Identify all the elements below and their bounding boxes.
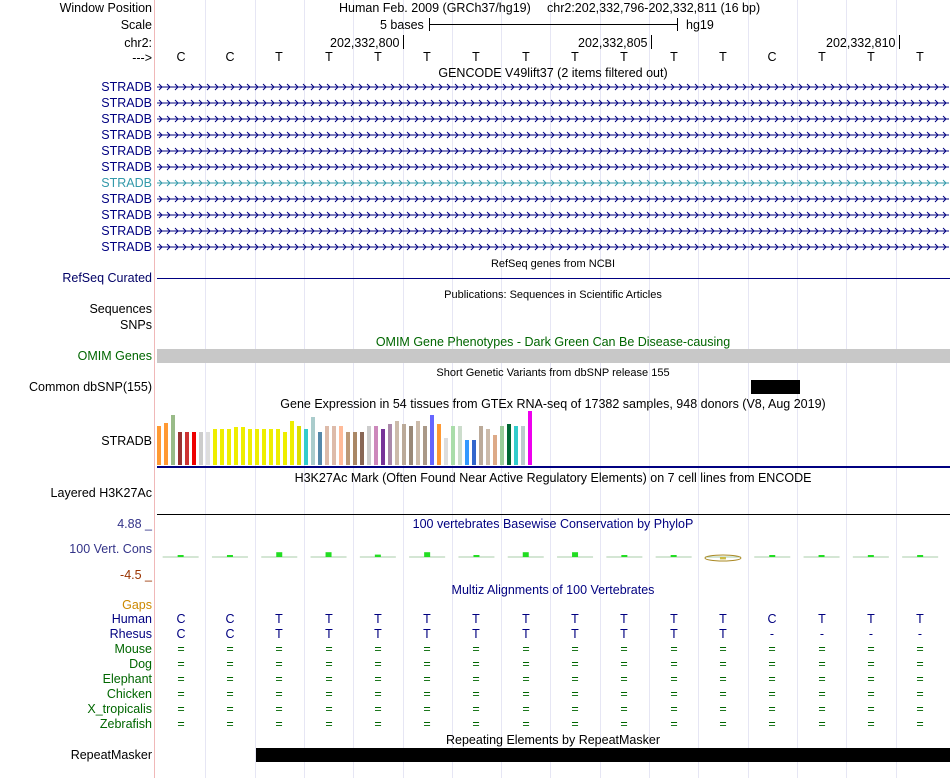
multiz-base: =: [768, 642, 776, 656]
multiz-base: =: [719, 717, 727, 731]
ruler-tick-label: 202,332,805: [578, 36, 648, 50]
multiz-base: =: [620, 657, 628, 671]
publications-sequences-label[interactable]: Sequences: [89, 302, 152, 316]
omim-gene-bar[interactable]: [157, 349, 950, 363]
multiz-species-label[interactable]: Rhesus: [109, 627, 152, 641]
gtex-tissue-bar[interactable]: [297, 426, 301, 465]
multiz-base: T: [620, 627, 628, 641]
multiz-base: =: [522, 642, 530, 656]
multiz-base: T: [325, 612, 333, 626]
multiz-base: T: [670, 627, 678, 641]
multiz-base: =: [916, 702, 924, 716]
gencode-transcript-line[interactable]: [156, 226, 950, 236]
refseq-track-title: RefSeq genes from NCBI: [490, 258, 616, 270]
base-letter: T: [571, 50, 579, 64]
multiz-base: =: [522, 672, 530, 686]
multiz-base: =: [226, 642, 234, 656]
scale-bar-right-cap: [677, 18, 678, 31]
gtex-tissue-bar[interactable]: [185, 432, 189, 465]
base-letter: C: [176, 50, 186, 64]
multiz-base: =: [374, 702, 382, 716]
multiz-base: -: [917, 627, 923, 641]
multiz-base: =: [571, 657, 579, 671]
multiz-base: =: [472, 717, 480, 731]
gencode-transcript-line[interactable]: [156, 114, 950, 124]
base-letter: T: [818, 50, 826, 64]
multiz-base: T: [325, 627, 333, 641]
gtex-baseline: [157, 466, 950, 468]
gtex-tissue-bar[interactable]: [395, 421, 399, 465]
gencode-transcript-label[interactable]: STRADB: [101, 144, 152, 158]
multiz-base: =: [768, 657, 776, 671]
multiz-base: =: [620, 702, 628, 716]
phylop-score-bar[interactable]: [769, 555, 775, 557]
base-letter: T: [867, 50, 875, 64]
gencode-transcript-label[interactable]: STRADB: [101, 240, 152, 254]
base-letter: T: [472, 50, 480, 64]
multiz-base: =: [177, 687, 185, 701]
gtex-tissue-bar[interactable]: [381, 429, 385, 465]
multiz-species-label[interactable]: Zebrafish: [99, 717, 152, 731]
multiz-base: =: [374, 687, 382, 701]
multiz-base: =: [916, 717, 924, 731]
scale-bar-label: 5 bases: [380, 18, 424, 32]
gtex-tissue-bar[interactable]: [164, 423, 168, 465]
gencode-transcript-line[interactable]: [156, 82, 950, 92]
gtex-tissue-bar[interactable]: [346, 432, 350, 465]
gtex-bar-chart[interactable]: [157, 411, 537, 465]
multiz-base: =: [423, 642, 431, 656]
multiz-base: T: [423, 627, 431, 641]
gtex-tissue-bar[interactable]: [290, 421, 294, 465]
phylop-score-bar[interactable]: [720, 557, 726, 559]
gtex-track-label[interactable]: STRADB: [101, 434, 152, 448]
phylop-score-bar[interactable]: [178, 555, 184, 557]
gtex-tissue-bar[interactable]: [255, 429, 259, 465]
gtex-tissue-bar[interactable]: [430, 415, 434, 465]
gencode-transcript-label[interactable]: STRADB: [101, 192, 152, 206]
multiz-base: =: [275, 687, 283, 701]
phylop-score-bar[interactable]: [621, 555, 627, 557]
multiz-base: =: [916, 687, 924, 701]
gencode-transcript-label[interactable]: STRADB: [101, 176, 152, 190]
base-letter: C: [225, 50, 235, 64]
refseq-track-line: [157, 278, 950, 279]
multiz-base: =: [719, 672, 727, 686]
position-text[interactable]: chr2:202,332,796-202,332,811 (16 bp): [547, 1, 761, 15]
multiz-base: =: [522, 702, 530, 716]
multiz-base: =: [620, 687, 628, 701]
multiz-base: =: [325, 717, 333, 731]
multiz-base: =: [768, 717, 776, 731]
gtex-tissue-bar[interactable]: [304, 429, 308, 465]
ruler-tick-label: 202,332,810: [826, 36, 896, 50]
dbsnp-track-title: Short Genetic Variants from dbSNP release 155: [436, 367, 670, 379]
gtex-tissue-bar[interactable]: [465, 440, 469, 465]
gencode-transcript-label[interactable]: STRADB: [101, 160, 152, 174]
multiz-base: =: [818, 702, 826, 716]
multiz-base: =: [177, 672, 185, 686]
multiz-base: =: [867, 702, 875, 716]
phylop-score-bar[interactable]: [917, 555, 923, 557]
scale-label: Scale: [120, 18, 152, 32]
gtex-tissue-bar[interactable]: [500, 426, 504, 465]
multiz-base: =: [472, 657, 480, 671]
multiz-base: T: [818, 612, 826, 626]
multiz-base: T: [374, 627, 382, 641]
multiz-base: T: [867, 612, 875, 626]
gtex-tissue-bar[interactable]: [521, 426, 525, 465]
multiz-base: C: [225, 627, 235, 641]
multiz-base: =: [867, 672, 875, 686]
multiz-base: =: [226, 687, 234, 701]
gtex-tissue-bar[interactable]: [472, 440, 476, 465]
multiz-species-label[interactable]: X_tropicalis: [87, 702, 152, 716]
multiz-species-label[interactable]: Mouse: [114, 642, 152, 656]
multiz-species-label[interactable]: Dog: [129, 657, 152, 671]
multiz-base: =: [867, 687, 875, 701]
h3k27ac-track-label[interactable]: Layered H3K27Ac: [50, 486, 152, 500]
repeatmasker-track-title: Repeating Elements by RepeatMasker: [445, 733, 660, 747]
gtex-tissue-bar[interactable]: [409, 426, 413, 465]
gtex-tissue-bar[interactable]: [458, 426, 462, 465]
gencode-transcript-line[interactable]: [156, 242, 950, 252]
multiz-base: -: [819, 627, 825, 641]
gencode-transcript-line[interactable]: [156, 162, 950, 172]
gencode-transcript-label[interactable]: STRADB: [101, 128, 152, 142]
phylop-score-bar[interactable]: [868, 555, 874, 557]
gencode-transcript-line[interactable]: [156, 210, 950, 220]
multiz-base: =: [867, 642, 875, 656]
multiz-base: =: [177, 657, 185, 671]
gencode-transcript-label[interactable]: STRADB: [101, 96, 152, 110]
multiz-base: T: [275, 612, 283, 626]
multiz-base: =: [423, 687, 431, 701]
multiz-base: =: [275, 702, 283, 716]
multiz-base: =: [226, 672, 234, 686]
ruler-tick: [899, 35, 900, 49]
base-letter: T: [916, 50, 924, 64]
multiz-base: =: [522, 717, 530, 731]
multiz-base: =: [670, 657, 678, 671]
window-position-label: Window Position: [59, 1, 152, 15]
multiz-base: =: [374, 642, 382, 656]
multiz-base: =: [374, 717, 382, 731]
gtex-tissue-bar[interactable]: [276, 429, 280, 465]
gtex-tissue-bar[interactable]: [178, 432, 182, 465]
multiz-base: =: [571, 642, 579, 656]
multiz-base: =: [325, 672, 333, 686]
multiz-base: =: [670, 702, 678, 716]
ruler-tick: [651, 35, 652, 49]
multiz-base: T: [522, 612, 530, 626]
gtex-tissue-bar[interactable]: [332, 426, 336, 465]
strand-label: --->: [132, 51, 152, 65]
multiz-base: =: [867, 717, 875, 731]
chr-label: chr2:: [124, 36, 152, 50]
multiz-base: =: [522, 657, 530, 671]
publications-snps-label[interactable]: SNPs: [120, 318, 152, 332]
multiz-base: T: [670, 612, 678, 626]
multiz-base: =: [719, 687, 727, 701]
scale-bar-left-cap: [429, 18, 430, 31]
multiz-base: =: [571, 687, 579, 701]
multiz-base: =: [177, 702, 185, 716]
gtex-tissue-bar[interactable]: [213, 429, 217, 465]
gtex-tissue-bar[interactable]: [486, 429, 490, 465]
multiz-base: =: [719, 642, 727, 656]
assembly-text: Human Feb. 2009 (GRCh37/hg19): [339, 1, 531, 15]
phylop-score-bar[interactable]: [572, 552, 578, 557]
gtex-tissue-bar[interactable]: [514, 426, 518, 465]
base-letter: T: [719, 50, 727, 64]
gtex-tissue-bar[interactable]: [493, 435, 497, 465]
multiz-base: =: [571, 672, 579, 686]
base-letter: C: [767, 50, 777, 64]
scale-bar: [429, 24, 677, 25]
gtex-tissue-bar[interactable]: [227, 429, 231, 465]
gencode-transcript-line[interactable]: [156, 178, 950, 188]
phylop-score-bar[interactable]: [276, 552, 282, 557]
gtex-tissue-bar[interactable]: [171, 415, 175, 465]
gtex-tissue-bar[interactable]: [339, 426, 343, 465]
multiz-base: =: [177, 717, 185, 731]
phylop-score-bar[interactable]: [424, 552, 430, 557]
h3k27ac-baseline: [157, 514, 950, 515]
multiz-base: =: [571, 702, 579, 716]
phylop-max-label: 4.88 _: [117, 517, 152, 531]
gtex-tissue-bar[interactable]: [241, 427, 245, 465]
gtex-tissue-bar[interactable]: [157, 426, 161, 465]
gtex-tissue-bar[interactable]: [507, 424, 511, 465]
multiz-base: =: [423, 702, 431, 716]
multiz-track-title: Multiz Alignments of 100 Vertebrates: [451, 583, 655, 597]
base-letter: T: [620, 50, 628, 64]
multiz-base: =: [768, 672, 776, 686]
multiz-base: C: [176, 612, 186, 626]
gtex-tissue-bar[interactable]: [199, 432, 203, 465]
multiz-base: T: [719, 627, 727, 641]
gtex-tissue-bar[interactable]: [269, 429, 273, 465]
multiz-base: T: [571, 612, 579, 626]
phylop-score-bar[interactable]: [227, 555, 233, 557]
base-letter: T: [374, 50, 382, 64]
multiz-base: =: [818, 642, 826, 656]
base-letter: T: [670, 50, 678, 64]
multiz-base: =: [472, 702, 480, 716]
gtex-tissue-bar[interactable]: [262, 429, 266, 465]
multiz-base: -: [868, 627, 874, 641]
multiz-base: =: [177, 642, 185, 656]
multiz-gaps-label[interactable]: Gaps: [122, 598, 152, 612]
omim-track-title: OMIM Gene Phenotypes - Dark Green Can Be Disease-causing: [375, 335, 731, 349]
multiz-base: =: [620, 642, 628, 656]
multiz-base: C: [225, 612, 235, 626]
gtex-tissue-bar[interactable]: [353, 432, 357, 465]
phylop-score-bar[interactable]: [671, 555, 677, 557]
multiz-base: =: [275, 717, 283, 731]
omim-track-label[interactable]: OMIM Genes: [77, 349, 152, 363]
gtex-tissue-bar[interactable]: [234, 427, 238, 465]
gtex-tissue-bar[interactable]: [479, 426, 483, 465]
multiz-base: T: [522, 627, 530, 641]
multiz-base: =: [916, 642, 924, 656]
multiz-base: =: [768, 702, 776, 716]
multiz-base: T: [275, 627, 283, 641]
gtex-tissue-bar[interactable]: [318, 432, 322, 465]
gtex-tissue-bar[interactable]: [437, 424, 441, 465]
multiz-base: =: [522, 687, 530, 701]
dbsnp-track-label[interactable]: Common dbSNP(155): [29, 380, 152, 394]
multiz-base: =: [719, 657, 727, 671]
gtex-tissue-bar[interactable]: [388, 424, 392, 465]
multiz-base: =: [571, 717, 579, 731]
multiz-base: T: [571, 627, 579, 641]
multiz-base: =: [768, 687, 776, 701]
gencode-transcript-line[interactable]: [156, 194, 950, 204]
multiz-base: -: [769, 627, 775, 641]
multiz-base: =: [423, 657, 431, 671]
gencode-track-title: GENCODE V49lift37 (2 items filtered out): [438, 66, 668, 80]
repeatmasker-track-label[interactable]: RepeatMasker: [70, 748, 152, 762]
gencode-transcript-line[interactable]: [156, 130, 950, 140]
multiz-base: T: [620, 612, 628, 626]
multiz-base: =: [670, 672, 678, 686]
gencode-transcript-label[interactable]: STRADB: [101, 112, 152, 126]
multiz-base: C: [176, 627, 186, 641]
multiz-base: =: [325, 642, 333, 656]
phylop-track-label[interactable]: 100 Vert. Cons: [69, 542, 152, 556]
multiz-base: =: [374, 657, 382, 671]
multiz-species-label[interactable]: Human: [111, 612, 152, 626]
multiz-base: =: [472, 642, 480, 656]
multiz-base: T: [423, 612, 431, 626]
multiz-base: =: [423, 717, 431, 731]
gtex-tissue-bar[interactable]: [192, 432, 196, 465]
gencode-transcript-line[interactable]: [156, 146, 950, 156]
base-letter: T: [325, 50, 333, 64]
multiz-base: T: [719, 612, 727, 626]
multiz-base: =: [275, 672, 283, 686]
gtex-tissue-bar[interactable]: [374, 426, 378, 465]
multiz-base: =: [916, 672, 924, 686]
gtex-tissue-bar[interactable]: [367, 426, 371, 465]
gtex-tissue-bar[interactable]: [402, 424, 406, 465]
multiz-base: =: [818, 717, 826, 731]
multiz-base: =: [226, 657, 234, 671]
multiz-base: =: [818, 672, 826, 686]
h3k27ac-track-title: H3K27Ac Mark (Often Found Near Active Regulatory Elements) on 7 cell lines from ENCODE: [294, 471, 812, 485]
multiz-base: =: [818, 657, 826, 671]
multiz-base: =: [670, 642, 678, 656]
multiz-base: =: [423, 672, 431, 686]
gtex-tissue-bar[interactable]: [248, 429, 252, 465]
gtex-tissue-bar[interactable]: [220, 429, 224, 465]
multiz-species-label[interactable]: Elephant: [102, 672, 152, 686]
multiz-species-label[interactable]: Chicken: [106, 687, 152, 701]
phylop-score-bar[interactable]: [375, 555, 381, 557]
multiz-base: =: [670, 687, 678, 701]
base-letter: T: [275, 50, 283, 64]
multiz-base: =: [226, 717, 234, 731]
publications-track-title: Publications: Sequences in Scientific Articles: [444, 289, 662, 301]
multiz-base: T: [916, 612, 924, 626]
image-left-border: [154, 0, 155, 778]
gencode-transcript-line[interactable]: [156, 98, 950, 108]
gtex-tissue-bar[interactable]: [206, 432, 210, 465]
gtex-tissue-bar[interactable]: [416, 421, 420, 465]
multiz-base: T: [374, 612, 382, 626]
base-letter: T: [423, 50, 431, 64]
multiz-base: =: [472, 687, 480, 701]
ruler-tick: [403, 35, 404, 49]
phylop-score-bar[interactable]: [523, 552, 529, 557]
phylop-min-label: -4.5 _: [120, 568, 152, 582]
gencode-transcript-label[interactable]: STRADB: [101, 224, 152, 238]
multiz-base: T: [472, 627, 480, 641]
multiz-base: C: [767, 612, 777, 626]
multiz-base: T: [472, 612, 480, 626]
multiz-base: =: [275, 642, 283, 656]
multiz-base: =: [620, 717, 628, 731]
multiz-base: =: [275, 657, 283, 671]
refseq-track-label[interactable]: RefSeq Curated: [62, 271, 152, 285]
phylop-track-title: 100 vertebrates Basewise Conservation by PhyloP: [412, 517, 694, 531]
ruler-tick-label: 202,332,800: [330, 36, 400, 50]
multiz-base: =: [325, 687, 333, 701]
phylop-plot[interactable]: [156, 530, 950, 578]
dbsnp-variant[interactable]: [751, 380, 800, 394]
gtex-track-title: Gene Expression in 54 tissues from GTEx RNA-seq of 17382 samples, 948 donors (V8, Aug 2019): [280, 397, 826, 411]
multiz-base: =: [374, 672, 382, 686]
multiz-base: =: [325, 702, 333, 716]
base-letter: T: [522, 50, 530, 64]
phylop-score-bar[interactable]: [326, 552, 332, 557]
phylop-score-bar[interactable]: [473, 555, 479, 557]
multiz-base: =: [620, 672, 628, 686]
multiz-base: =: [472, 672, 480, 686]
gtex-tissue-bar[interactable]: [360, 432, 364, 465]
multiz-base: =: [867, 657, 875, 671]
multiz-base: =: [670, 717, 678, 731]
repeatmasker-element[interactable]: [256, 748, 950, 762]
multiz-base: =: [325, 657, 333, 671]
db-label: hg19: [686, 18, 714, 32]
multiz-base: =: [916, 657, 924, 671]
gencode-transcript-label[interactable]: STRADB: [101, 208, 152, 222]
gtex-tissue-bar[interactable]: [528, 411, 532, 465]
gtex-tissue-bar[interactable]: [444, 438, 448, 465]
phylop-score-bar[interactable]: [819, 555, 825, 557]
gtex-tissue-bar[interactable]: [311, 417, 315, 465]
gtex-tissue-bar[interactable]: [423, 426, 427, 465]
multiz-base: =: [719, 702, 727, 716]
multiz-base: =: [226, 702, 234, 716]
gtex-tissue-bar[interactable]: [283, 432, 287, 465]
multiz-base: =: [818, 687, 826, 701]
gtex-tissue-bar[interactable]: [451, 426, 455, 465]
gencode-transcript-label[interactable]: STRADB: [101, 80, 152, 94]
gtex-tissue-bar[interactable]: [325, 426, 329, 465]
